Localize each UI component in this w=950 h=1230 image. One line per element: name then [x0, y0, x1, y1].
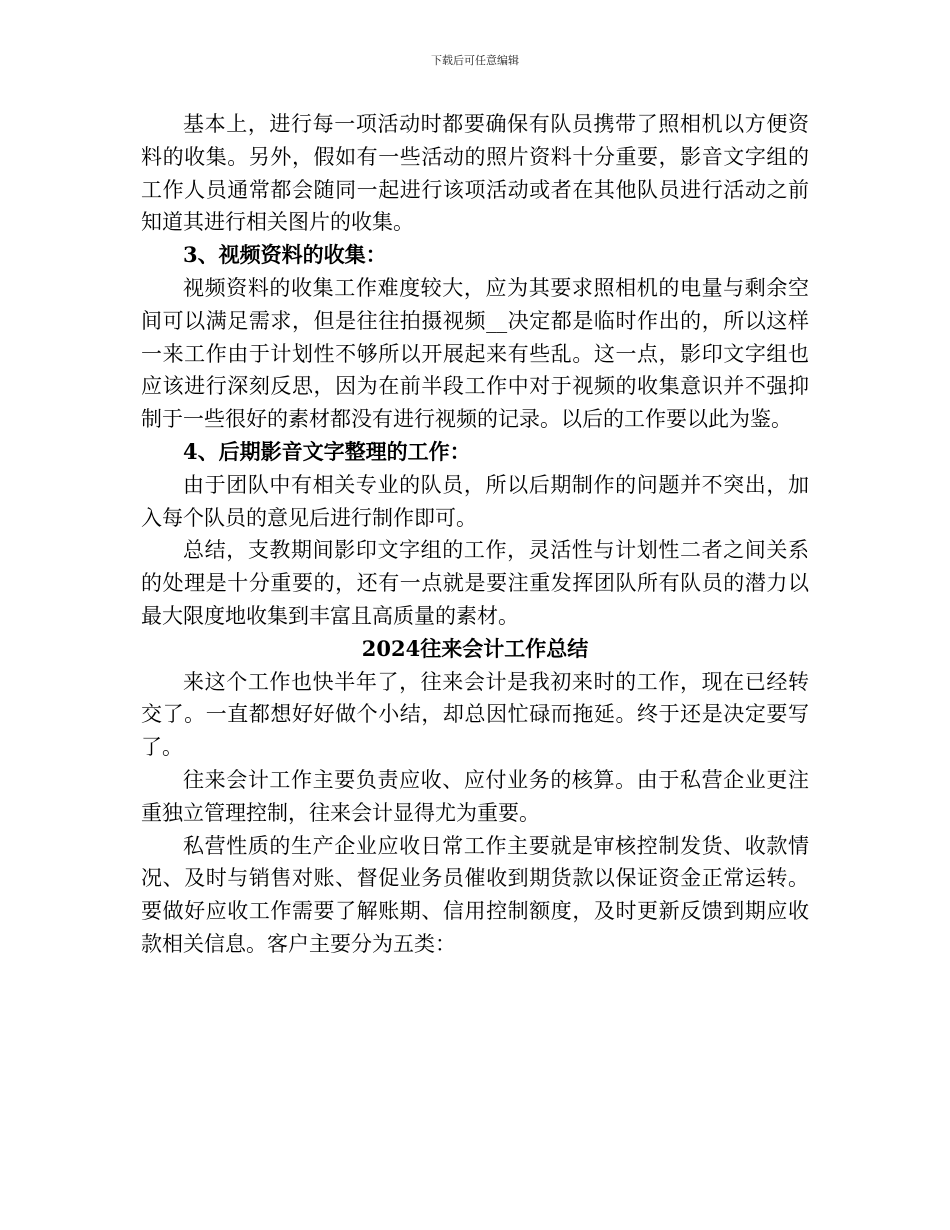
paragraph-video-collection: 视频资料的收集工作难度较大，应为其要求照相机的电量与剩余空间可以满足需求，但是往往拍摄视频__决定都是临时作出的，所以这样一来工作由于计划性不够所以开展起来有些乱。这一点，影印文字组也应该进行深刻反思，因为在前半段工作中对于视频的收集意识并不强抑制于一些很好的素材都没有进行视频的记录。以后的工作要以此为鉴。: [141, 275, 809, 432]
paragraph-receivables: 私营性质的生产企业应收日常工作主要就是审核控制发货、收款情况、及时与销售对账、督促业务员催收到期货款以保证资金正常运转。要做好应收工作需要了解账期、信用控制额度，及时更新反馈到期应收款相关信息。客户主要分为五类：: [141, 833, 809, 956]
section-heading-post-production: 4、后期影音文字整理的工作：: [183, 438, 471, 464]
paragraph-intro: 来这个工作也快半年了，往来会计是我初来时的工作，现在已经转交了。一直都想好好做个小结，却总因忙碌而拖延。终于还是决定要写了。: [141, 669, 809, 760]
document-body: [141, 108, 809, 961]
section-heading-video-collection: 3、视频资料的收集：: [183, 242, 387, 268]
document-title: 2024往来会计工作总结: [361, 635, 589, 661]
paragraph-photo-collection: 基本上，进行每一项活动时都要确保有队员携带了照相机以方便资料的收集。另外，假如有一些活动的照片资料十分重要，影音文字组的工作人员通常都会随同一起进行该项活动或者在其他队员进行活动之前知道其进行相关图片的收集。: [141, 112, 809, 235]
paragraph-post-production: 由于团队中有相关专业的队员，所以后期制作的问题并不突出，加入每个队员的意见后进行制作即可。: [141, 472, 809, 530]
paragraph-summary: 总结，支教期间影印文字组的工作，灵活性与计划性二者之间关系的处理是十分重要的，还有一点就是要注重发挥团队所有队员的潜力以最大限度地收集到丰富且高质量的素材。: [141, 538, 809, 628]
paragraph-duties: 往来会计工作主要负责应收、应付业务的核算。由于私营企业更注重独立管理控制，往来会计显得尤为重要。: [141, 767, 809, 825]
page-header: 下载后可任意编辑: [431, 54, 519, 67]
